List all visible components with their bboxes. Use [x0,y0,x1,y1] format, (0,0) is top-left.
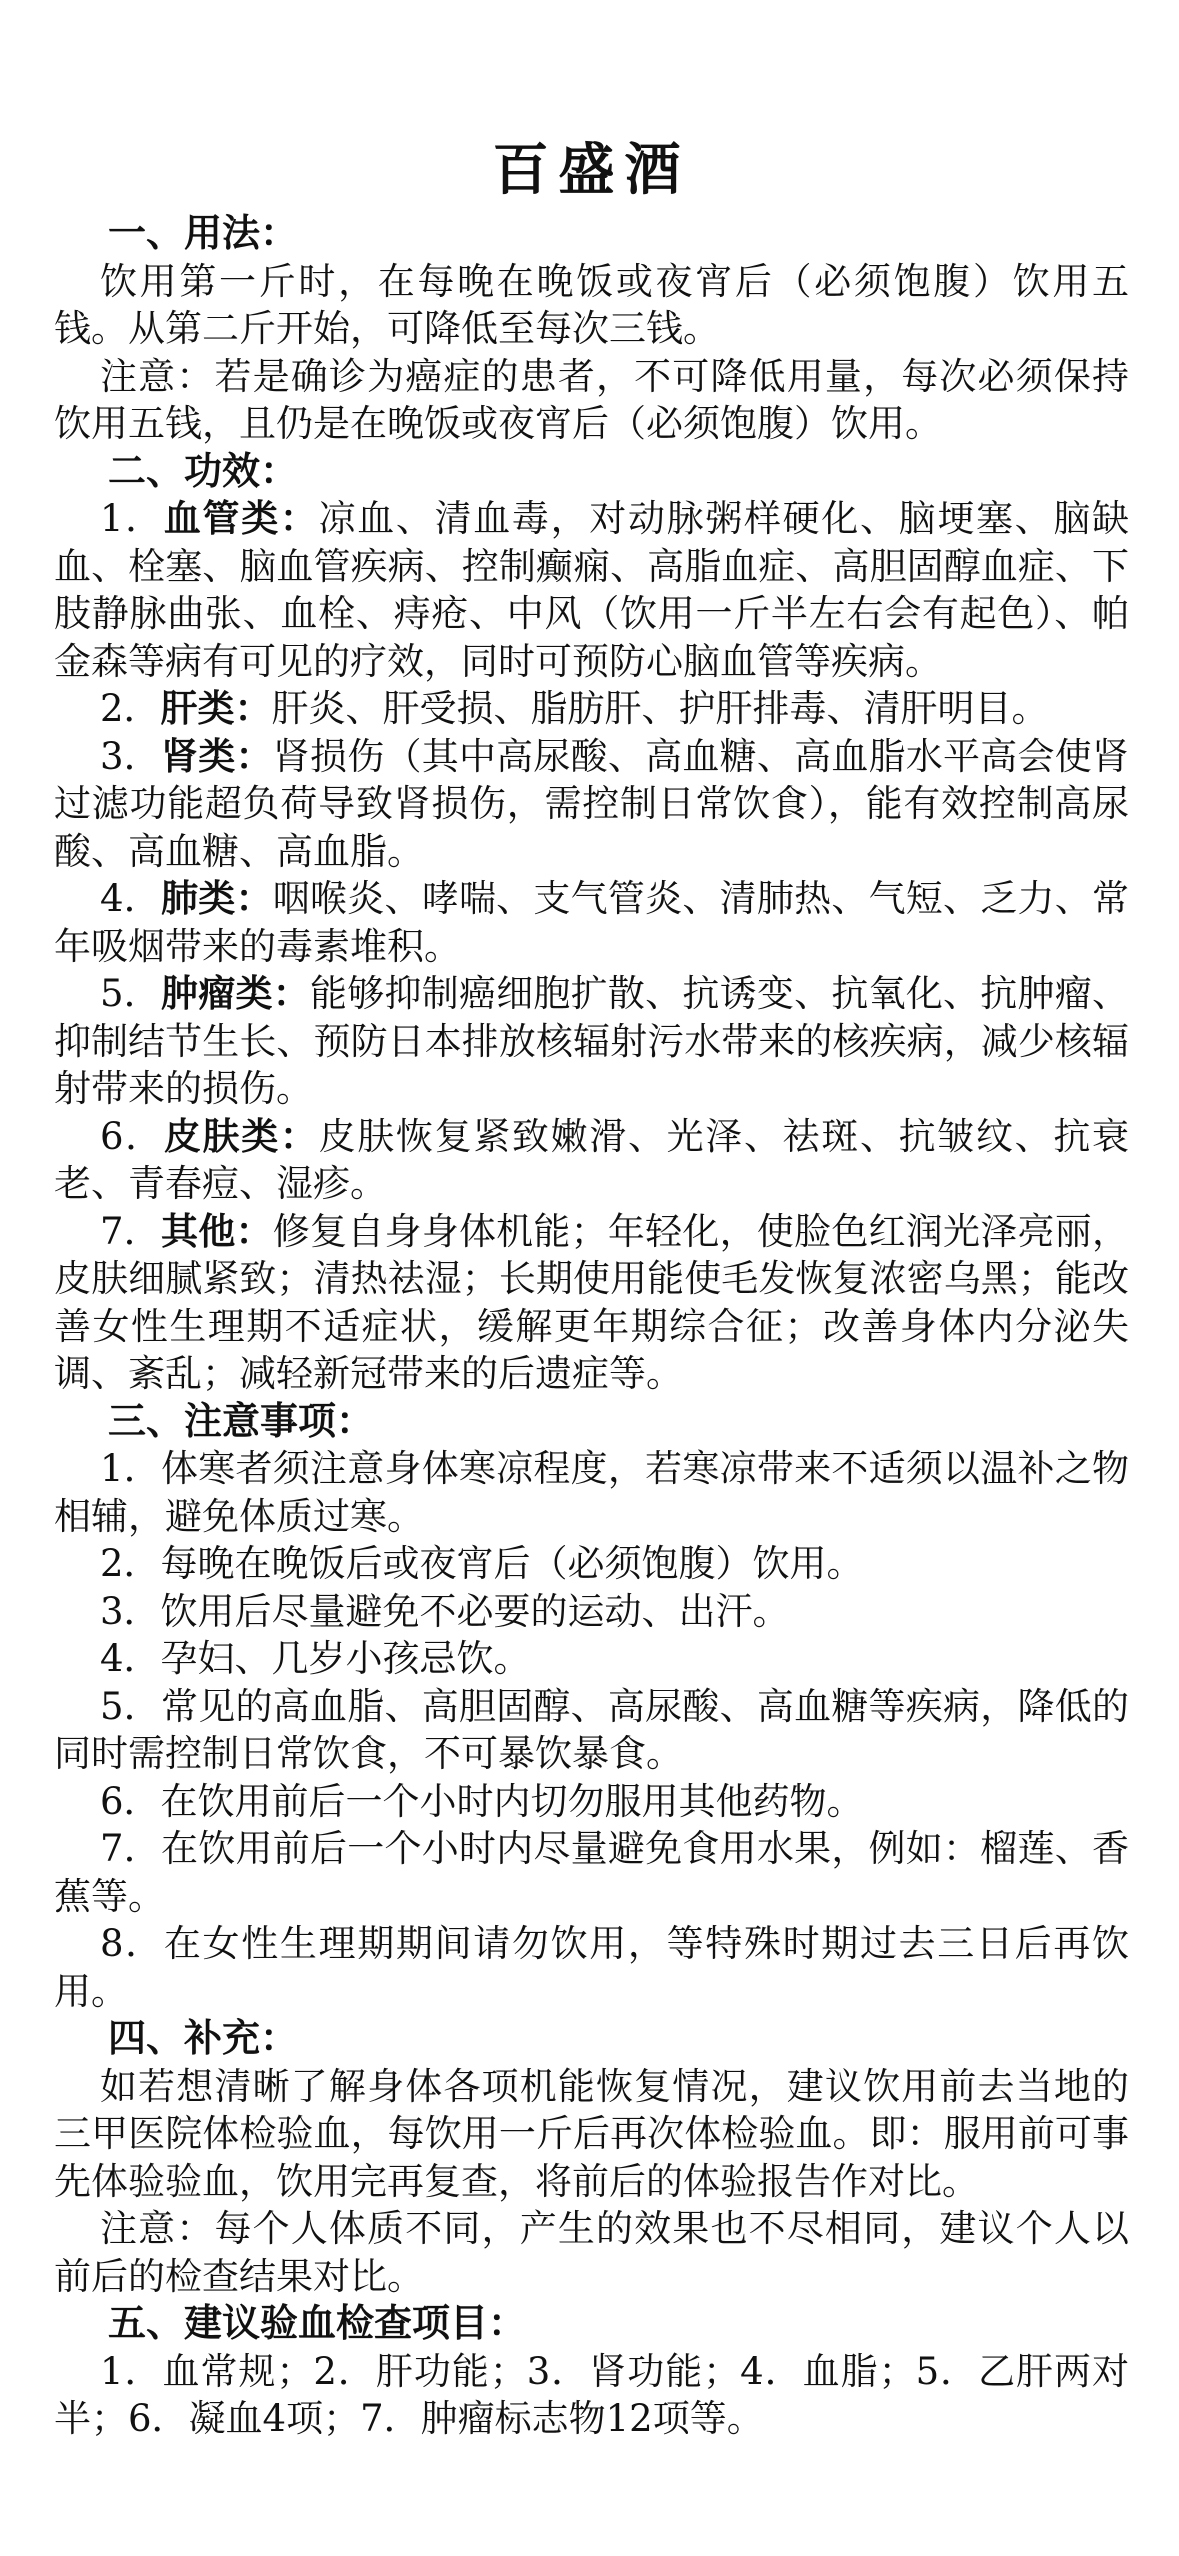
precaution-item: 1．体寒者须注意身体寒凉程度，若寒凉带来不适须以温补之物相辅，避免体质过寒。 [54,1447,1129,1538]
item-number: 4． [100,877,162,920]
blood-tests-list: 1．血常规；2．肝功能；3．肾功能；4．血脂；5．乙肝两对半；6．凝血4项；7．肿瘤标志物12项等。 [54,2349,1129,2440]
item-category: 肾类： [161,734,273,778]
item-category: 其他： [161,1209,273,1253]
item-text: 肝炎、肝受损、脂肪肝、护肝排毒、清肝明目。 [271,687,1049,730]
precaution-item: 5．常见的高血脂、高胆固醇、高尿酸、高血糖等疾病，降低的同时需控制日常饮食，不可暴饮暴食。 [54,1684,1129,1775]
item-number: 7． [100,1209,162,1253]
section-heading-efficacy: 二、功效： [108,448,299,493]
supplement-note: 注意：每个人体质不同，产生的效果也不尽相同，建议个人以前后的检查结果对比。 [54,2207,1129,2298]
usage-note: 注意：若是确诊为癌症的患者，不可降低用量，每次必须保持饮用五钱，且仍是在晚饭或夜宵后（必须饱腹）饮用。 [54,354,1129,445]
item-category: 肝类： [160,687,272,730]
section-heading-blood-tests: 五、建议验血检查项目： [108,2301,527,2345]
item-text: 凉血、清血毒，对动脉粥样硬化、脑埂塞、脑缺血、栓塞、脑血管疾病、控制癫痫、高脂血症、高胆固醇血症、下肢静脉曲张、血栓、痔疮、中风（饮用一斤半左右会有起色）、帕金森等病有可见的疗效，同时可预防心脑血管等疾病。 [54,497,1130,683]
efficacy-item [54,495,1129,685]
item-number: 1． [100,497,164,540]
section-heading-usage: 一、用法： [108,211,299,255]
supplement-paragraph: 如若想清晰了解身体各项机能恢复情况，建议饮用前去当地的三甲医院体检验血，每饮用一斤后再次体检验血。即：服用前可事先体验验血，饮用完再复查，将前后的体验报告作对比。 [54,2064,1129,2203]
efficacy-item [54,1113,1129,1208]
item-text: 能够抑制癌细胞扩散、抗诱变、抗氧化、抗肿瘤、抑制结节生长、预防日本排放核辐射污水带来的核疾病，减少核辐射带来的损伤。 [54,972,1130,1110]
item-number: 3． [100,734,162,778]
efficacy-item [54,733,1129,876]
item-text: 修复自身身体机能；年轻化，使脸色红润光泽亮丽，皮肤细腻紧致；清热祛湿；长期使用能使毛发恢复浓密乌黑；能改善女性生理期不适症状，缓解更年期综合征；改善身体内分泌失调、紊乱；减轻新冠带来的后遗症等。 [54,1209,1130,1395]
section-heading-precautions: 三、注意事项： [108,1398,375,1443]
precaution-item: 6．在饮用前后一个小时内切勿服用其他药物。 [100,1779,864,1823]
precaution-item: 4．孕妇、几岁小孩忌饮。 [100,1637,531,1680]
item-number: 2． [100,687,161,730]
item-number: 5． [100,972,162,1015]
precaution-item: 7．在饮用前后一个小时内尽量避免食用水果，例如：榴莲、香蕉等。 [54,1827,1129,1918]
efficacy-item [54,970,1129,1113]
item-category: 皮肤类： [163,1114,319,1158]
efficacy-item [54,1208,1129,1398]
precaution-item: 3．饮用后尽量避免不必要的运动、出汗。 [100,1589,790,1633]
item-text: 肾损伤（其中高尿酸、高血糖、高血脂水平高会使肾过滤功能超负荷导致肾损伤，需控制日常饮食），能有效控制高尿酸、高血糖、高血脂。 [54,734,1130,873]
precaution-item: 8．在女性生理期期间请勿饮用，等特殊时期过去三日后再饮用。 [54,1922,1129,2013]
efficacy-item [54,875,1129,970]
precaution-item: 2．每晚在晚饭后或夜宵后（必须饱腹）饮用。 [100,1542,864,1585]
document [54,0,1129,2443]
section-heading-supplement: 四、补充： [108,2016,299,2060]
item-number: 6． [100,1114,164,1158]
efficacy-item [54,685,1129,733]
item-category: 肺类： [161,877,273,920]
item-category: 肿瘤类： [161,972,310,1015]
item-category: 血管类： [163,497,319,540]
item-text: 皮肤恢复紧致嫩滑、光泽、祛斑、抗皱纹、抗衰老、青春痘、湿疹。 [54,1114,1130,1205]
usage-paragraph: 饮用第一斤时，在每晚在晚饭或夜宵后（必须饱腹）饮用五钱。从第二斤开始，可降低至每次三钱。 [54,259,1129,350]
item-text: 咽喉炎、哮喘、支气管炎、清肺热、气短、乏力、常年吸烟带来的毒素堆积。 [54,877,1130,968]
doc-title: 百盛酒 [492,138,691,203]
